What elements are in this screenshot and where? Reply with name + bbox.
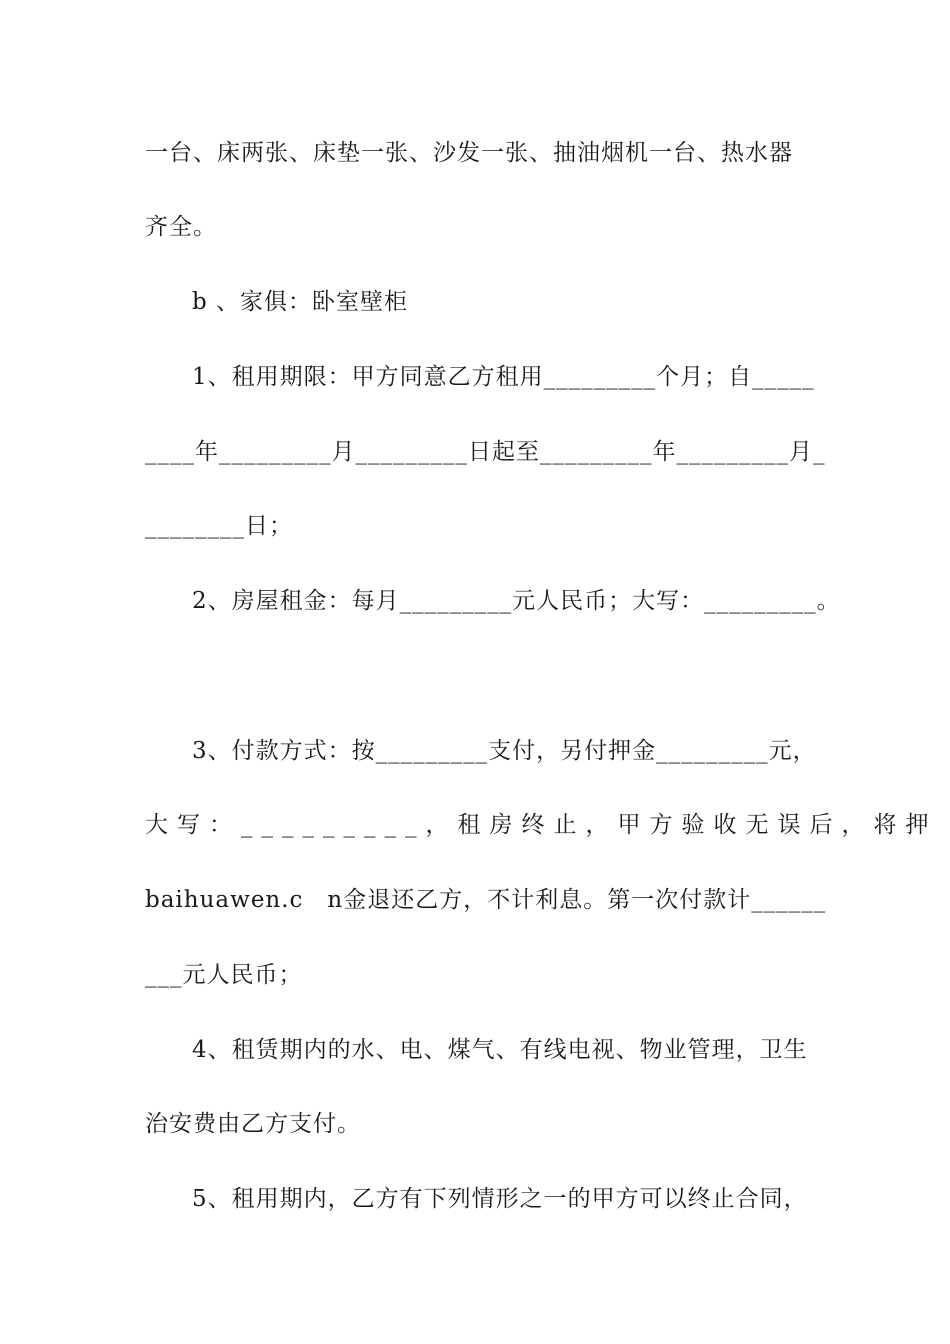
text-line: baihuawen.c n金退还乙方，不计利息。第一次付款计______ bbox=[145, 887, 827, 913]
text-line: 1、租用期限：甲方同意乙方租用_________个月；自_____ bbox=[192, 364, 815, 390]
text-line: 3、付款方式：按_________支付，另付押金_________元， bbox=[192, 738, 817, 764]
text-line: ________日； bbox=[145, 513, 293, 539]
text-line: 4、租赁期内的水、电、煤气、有线电视、物业管理，卫生 bbox=[192, 1037, 808, 1063]
text-line: 大写：_________，租房终止，甲方验收无误后，将押 bbox=[145, 812, 938, 838]
text-line: ___元人民币； bbox=[145, 962, 303, 988]
text-line: 一台、床两张、床垫一张、沙发一张、抽油烟机一台、热水器 bbox=[145, 140, 793, 166]
text-line: ____年_________月_________日起至_________年_________月_ bbox=[145, 439, 826, 465]
text-line: b 、家俱：卧室壁柜 bbox=[192, 289, 409, 315]
text-line: 5、租用期内，乙方有下列情形之一的甲方可以终止合同， bbox=[192, 1186, 808, 1212]
text-line: 齐全。 bbox=[145, 214, 217, 240]
text-line: 2、房屋租金：每月_________元人民币；大写：_________。 bbox=[192, 588, 841, 614]
text-line: 治安费由乙方支付。 bbox=[145, 1111, 361, 1137]
